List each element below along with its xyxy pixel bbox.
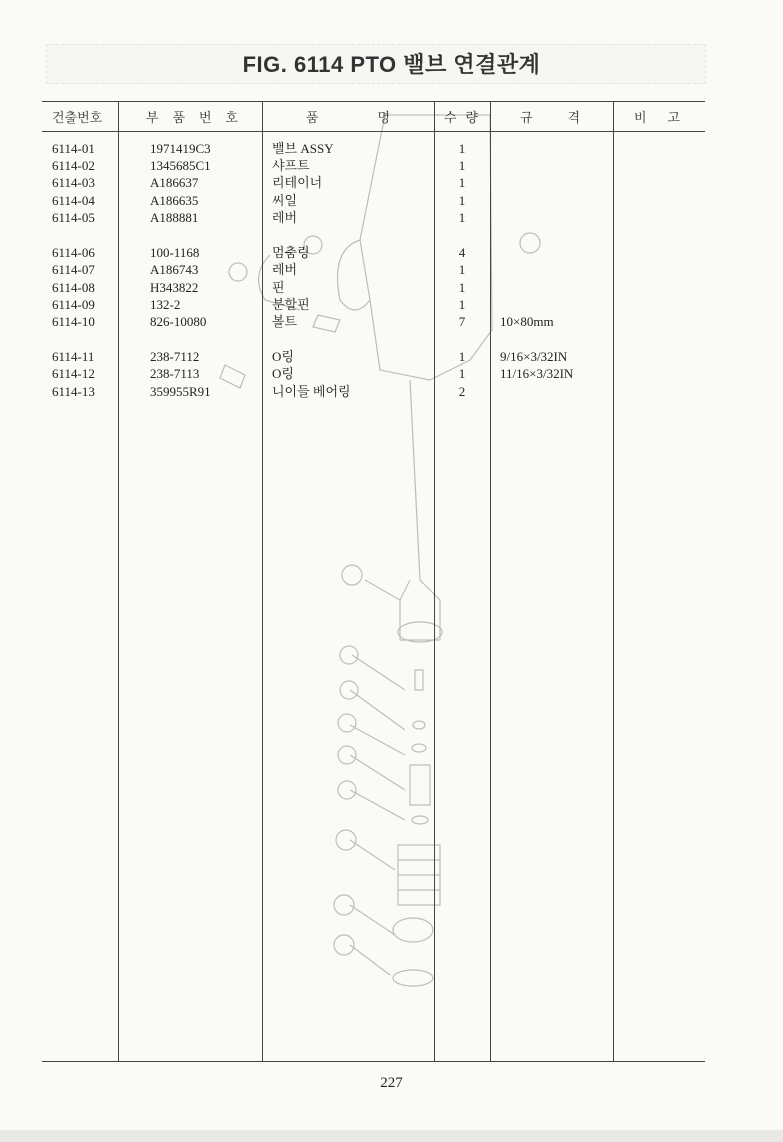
ref-no: 6114-03 xyxy=(52,175,95,190)
quantity: 1 xyxy=(458,262,466,277)
table-row xyxy=(42,383,705,400)
quantity: 1 xyxy=(458,141,466,156)
part-no: A186743 xyxy=(150,262,199,277)
part-no: H343822 xyxy=(150,280,199,295)
part-name: 샤프트 xyxy=(272,158,310,173)
table-row xyxy=(42,261,705,278)
header-qty xyxy=(444,107,478,125)
ref-no: 6114-07 xyxy=(52,262,95,277)
part-no: 359955R91 xyxy=(150,384,211,399)
part-no: 100-1168 xyxy=(150,245,200,260)
spec: 10×80mm xyxy=(500,314,554,329)
part-name: O링 xyxy=(272,366,294,381)
header-part-no-char: 호 xyxy=(225,111,238,126)
part-no: 238-7112 xyxy=(150,349,200,364)
part-name: 레버 xyxy=(272,210,298,225)
table-row xyxy=(42,209,705,226)
ref-no: 6114-13 xyxy=(52,384,95,399)
quantity: 1 xyxy=(458,175,466,190)
parts-table xyxy=(42,101,705,1062)
ref-no: 6114-06 xyxy=(52,245,95,260)
part-name: 니이들 베어링 xyxy=(272,384,351,399)
part-no: 132-2 xyxy=(150,297,181,312)
page-title: FIG. 6114 PTO 밸브 연결관계 xyxy=(242,52,541,77)
ref-no: 6114-05 xyxy=(52,210,95,225)
table-top-rule xyxy=(42,101,705,102)
part-no: A186637 xyxy=(150,175,199,190)
header-spec xyxy=(520,107,580,125)
table-row xyxy=(42,157,705,174)
part-name: 분할핀 xyxy=(272,297,310,312)
quantity: 1 xyxy=(458,297,466,312)
spec: 11/16×3/32IN xyxy=(500,366,574,381)
table-row xyxy=(42,140,705,157)
header-spec-char: 규 xyxy=(520,111,533,126)
spec: 9/16×3/32IN xyxy=(500,349,568,364)
header-name-char: 품 xyxy=(306,111,319,126)
part-name: 볼트 xyxy=(272,314,298,329)
header-part-no-char: 번 xyxy=(198,111,212,126)
table-row xyxy=(42,174,705,191)
part-name: 핀 xyxy=(272,280,285,295)
ref-no: 6114-12 xyxy=(52,366,95,381)
quantity: 1 xyxy=(458,349,466,364)
table-row xyxy=(42,348,705,365)
header-spec-char: 격 xyxy=(567,111,580,126)
table-row xyxy=(42,244,705,261)
quantity: 4 xyxy=(458,245,466,260)
header-remark-char: 고 xyxy=(667,111,680,126)
header-name xyxy=(306,107,390,125)
table-row xyxy=(42,296,705,313)
ref-no: 6114-10 xyxy=(52,314,95,329)
table-row xyxy=(42,192,705,209)
page-number: 227 xyxy=(380,1075,403,1091)
part-name: O링 xyxy=(272,349,294,364)
header-qty-char: 량 xyxy=(465,111,478,126)
quantity: 1 xyxy=(458,158,466,173)
part-no: 238-7113 xyxy=(150,366,200,381)
part-name: 씨일 xyxy=(272,193,298,208)
table-row xyxy=(42,279,705,296)
ref-no: 6114-11 xyxy=(52,349,95,364)
header-part-no-char: 부 xyxy=(146,111,159,126)
ref-no: 6114-08 xyxy=(52,280,95,295)
header-qty-char: 수 xyxy=(444,111,457,126)
quantity: 2 xyxy=(458,384,466,399)
quantity: 1 xyxy=(458,366,466,381)
part-no: A186635 xyxy=(150,193,199,208)
ref-no: 6114-01 xyxy=(52,141,95,156)
quantity: 1 xyxy=(458,280,466,295)
quantity: 1 xyxy=(458,210,466,225)
ref-no: 6114-02 xyxy=(52,158,95,173)
page-edge xyxy=(0,1130,783,1142)
part-name: 리테이너 xyxy=(272,175,323,190)
table-row xyxy=(42,313,705,330)
ref-no: 6114-04 xyxy=(52,193,95,208)
header-name-char: 명 xyxy=(377,111,390,126)
part-no: A188881 xyxy=(150,210,199,225)
header-ref-no: 건출번호 xyxy=(52,111,103,126)
part-no: 1971419C3 xyxy=(150,141,211,156)
part-name: 레버 xyxy=(272,262,298,277)
table-bottom-rule xyxy=(42,1061,705,1062)
part-name: 밸브 ASSY xyxy=(272,141,334,156)
ref-no: 6114-09 xyxy=(52,297,95,312)
header-remark xyxy=(634,107,680,125)
quantity: 7 xyxy=(458,314,466,329)
header-part-no-char: 품 xyxy=(172,111,186,126)
quantity: 1 xyxy=(458,193,466,208)
header-part-no xyxy=(146,107,238,125)
part-name: 멈춤링 xyxy=(272,245,310,260)
table-row xyxy=(42,365,705,382)
part-no: 826-10080 xyxy=(150,314,207,329)
header-remark-char: 비 xyxy=(634,111,647,126)
part-no: 1345685C1 xyxy=(150,158,211,173)
header-bottom-rule xyxy=(42,131,705,132)
